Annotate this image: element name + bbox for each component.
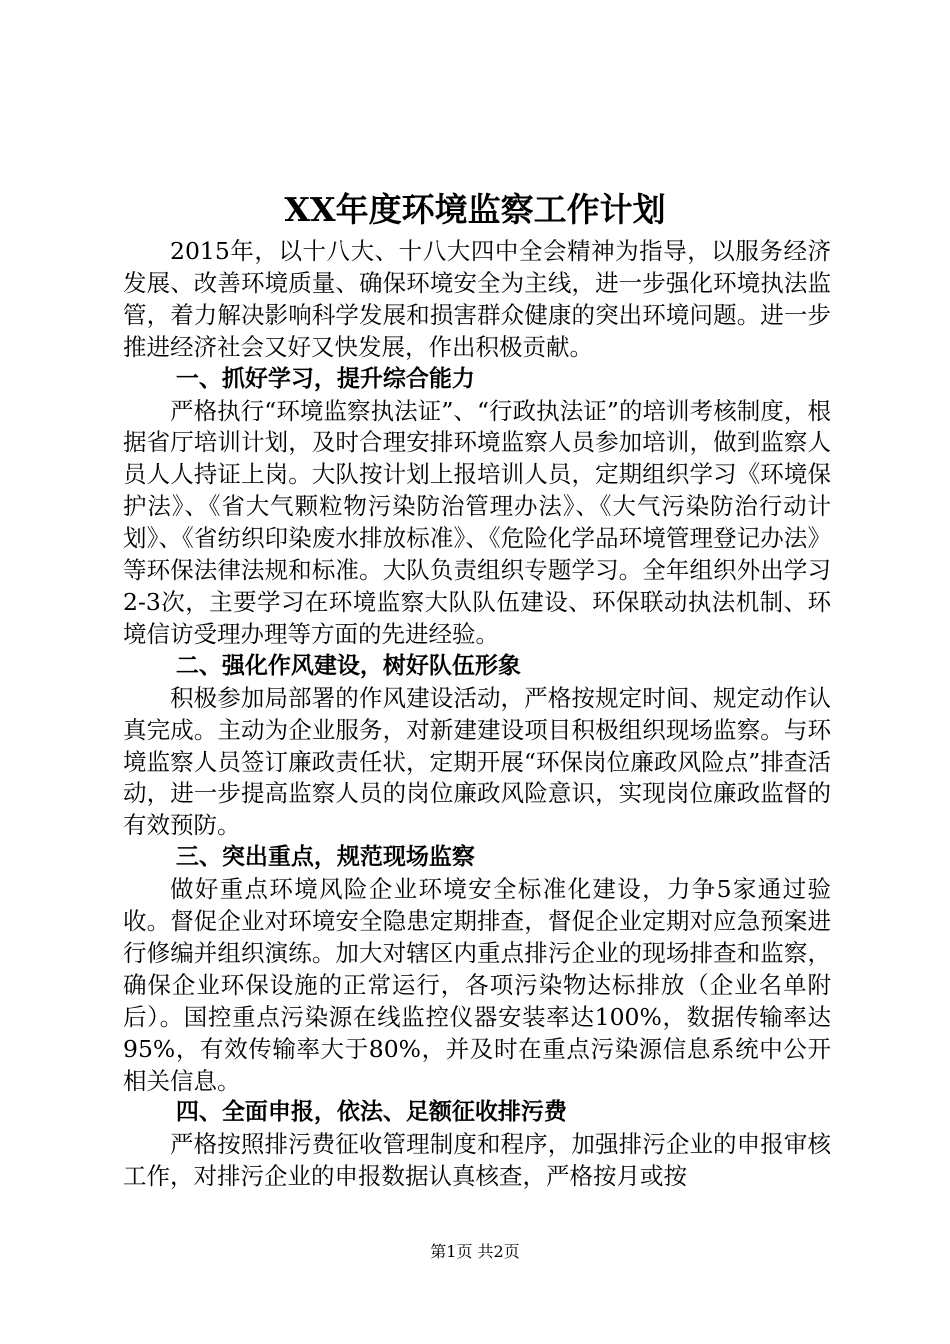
document-body [123,236,831,1193]
section-heading-4: 四、全面申报，依法、足额征收排污费 [175,1099,567,1126]
page-number-footer: 第1页 共2页 [430,1242,520,1261]
intro-paragraph: 2015年，以十八大、十八大四中全会精神为指导，以服务经济发展、改善环境质量、确保环境安全为主线，进一步强化环境执法监管，着力解决影响科学发展和损害群众健康的突出环境问题。进一步推进经济社会又好又快发展，作出积极贡献。 [123,237,831,361]
section-1-paragraph: 严格执行“环境监察执法证”、“行政执法证”的培训考核制度，根据省厅培训计划，及时合理安排环境监察人员参加培训，做到监察人员人人持证上岗。大队按计划上报培训人员，定期组织学习《环境保护法》、《省大气颗粒物污染防治管理办法》、《大气污染防治行动计划》、《省纺织印染废水排放标准》、《危险化学品环境管理登记办法》等环保法律法规和标准。大队负责组织专题学习。全年组织外出学习2-3次，主要学习在环境监察大队队伍建设、环保联动执法机制、环境信访受理办理等方面的先进经验。 [123,396,831,648]
section-heading-2: 二、强化作风建设，树好队伍形象 [175,652,521,679]
section-heading-3: 三、突出重点，规范现场监察 [175,844,475,871]
section-2-paragraph: 积极参加局部署的作风建设活动，严格按规定时间、规定动作认真完成。主动为企业服务，对新建建设项目积极组织现场监察。与环境监察人员签订廉政责任状，定期开展“环保岗位廉政风险点”排查活动，进一步提高监察人员的岗位廉政风险意识，实现岗位廉政监督的有效预防。 [123,683,831,840]
section-heading-1: 一、抓好学习，提升综合能力 [175,365,475,392]
section-4-paragraph: 严格按照排污费征收管理制度和程序，加强排污企业的申报审核工作，对排污企业的申报数据认真核查，严格按月或按 [123,1130,831,1191]
document-title: XX年度环境监察工作计划 [284,190,666,229]
section-3-paragraph: 做好重点环境风险企业环境安全标准化建设，力争5家通过验收。督促企业对环境安全隐患定期排查，督促企业定期对应急预案进行修编并组织演练。加大对辖区内重点排污企业的现场排查和监察，确保企业环保设施的正常运行，各项污染物达标排放（企业名单附后）。国控重点污染源在线监控仪器安装率达100%，数据传输率达95%，有效传输率大于80%，并及时在重点污染源信息系统中公开相关信息。 [123,875,831,1095]
